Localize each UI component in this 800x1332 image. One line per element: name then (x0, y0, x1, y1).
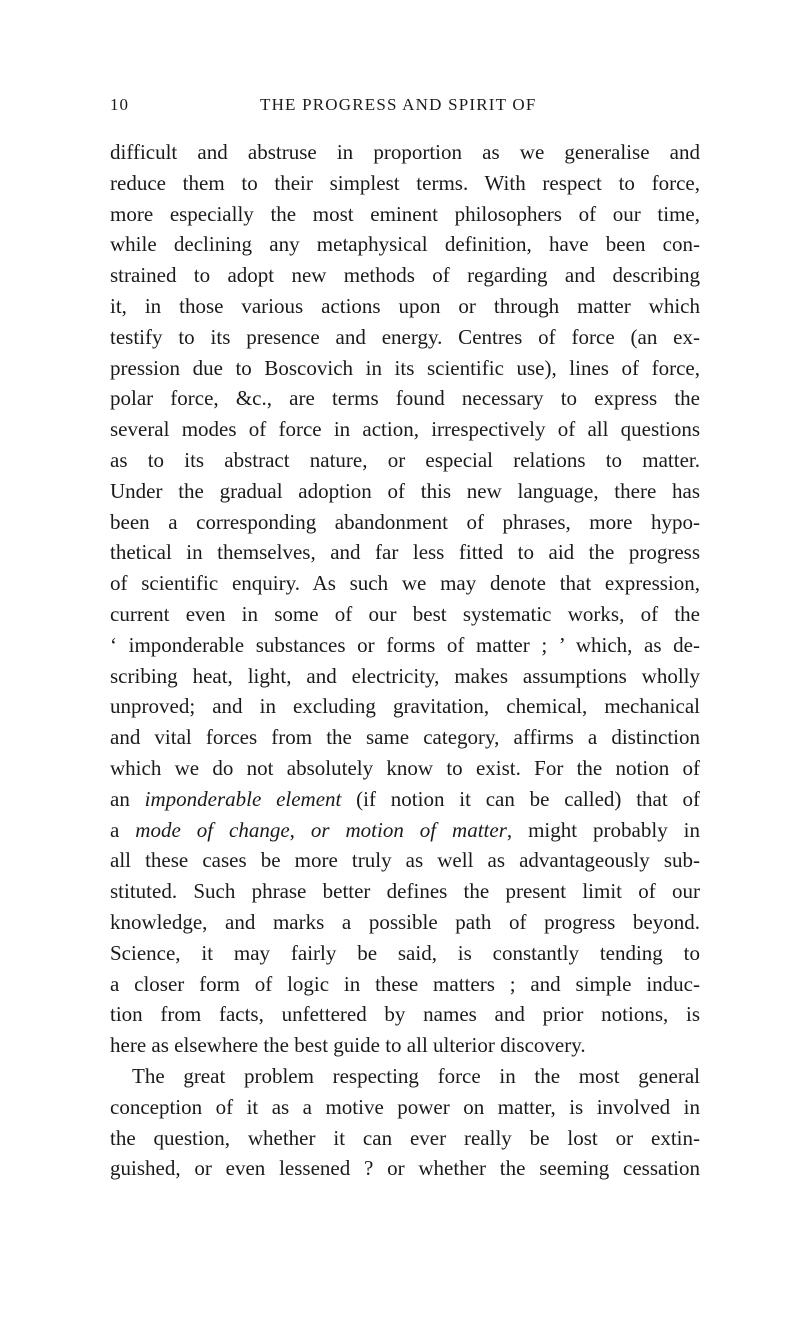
text-line: here as elsewhere the best guide to all ulterior discovery. (110, 1033, 586, 1058)
text-run: , might probably in (506, 817, 700, 842)
running-head (110, 95, 700, 119)
text-line: of scientific enquiry. As such we may denote that expression, (110, 571, 700, 596)
text-line: pression due to Boscovich in its scientific use), lines of force, (110, 355, 700, 380)
body-text (110, 137, 700, 1184)
text-run: an (110, 786, 145, 811)
text-line: The great problem respecting force in the most general (132, 1063, 700, 1088)
text-line: unproved; and in excluding gravitation, chemical, mechanical (110, 694, 700, 719)
text-line: ‘ imponderable substances or forms of matter ; ’ which, as de- (110, 632, 700, 657)
text-line: while declining any metaphysical definition, have been con- (110, 232, 700, 257)
text-line: Science, it may fairly be said, is constantly tending to (110, 940, 700, 965)
text-line: stituted. Such phrase better defines the present limit of our (110, 879, 700, 904)
text-line (110, 815, 700, 846)
text-line: the question, whether it can ever really be lost or extin- (110, 1125, 700, 1150)
text-run: a (110, 817, 136, 842)
text-line: more especially the most eminent philosophers of our time, (110, 201, 700, 226)
text-line: thetical in themselves, and far less fitted to aid the progress (110, 540, 700, 565)
text-run: (if notion it can be called) that of (341, 786, 700, 811)
text-line: reduce them to their simplest terms. With respect to force, (110, 170, 700, 195)
italic-phrase: mode of change (135, 817, 290, 842)
text-line: several modes of force in action, irrespectively of all questions (110, 417, 700, 442)
text-line: knowledge, and marks a possible path of progress beyond. (110, 909, 700, 934)
text-run: , (289, 817, 311, 842)
text-line: Under the gradual adoption of this new language, there has (110, 478, 700, 503)
text-line (110, 784, 700, 815)
text-line: all these cases be more truly as well as advantageously sub- (110, 848, 700, 873)
paragraph-2 (110, 1061, 700, 1184)
italic-phrase: or motion of matter (310, 817, 507, 842)
page-number: 10 (110, 95, 129, 114)
text-line: which we do not absolutely know to exist. For the notion of (110, 755, 700, 780)
text-line: as to its abstract nature, or especial relations to matter. (110, 447, 700, 472)
text-line: polar force, &c., are terms found necessary to express the (110, 386, 700, 411)
text-line: strained to adopt new methods of regarding and describing (110, 263, 700, 288)
text-line: conception of it as a motive power on matter, is involved in (110, 1094, 700, 1119)
paragraph-1 (110, 137, 700, 1061)
text-line: scribing heat, light, and electricity, makes assumptions wholly (110, 663, 700, 688)
text-line: difficult and abstruse in proportion as we generalise and (110, 140, 700, 164)
italic-phrase: imponderable element (144, 786, 342, 811)
text-line: tion from facts, unfettered by names and prior notions, is (110, 1002, 700, 1027)
text-line: current even in some of our best systematic works, of the (110, 601, 700, 626)
running-title: THE PROGRESS AND SPIRIT OF (260, 95, 537, 114)
text-line: been a corresponding abandonment of phrases, more hypo- (110, 509, 700, 534)
text-line: testify to its presence and energy. Centres of force (an ex- (110, 324, 700, 349)
text-line: guished, or even lessened ? or whether the seeming cessation (110, 1156, 700, 1181)
text-line: a closer form of logic in these matters ; and simple induc- (110, 971, 700, 996)
text-line: it, in those various actions upon or through matter which (110, 293, 700, 318)
text-line: and vital forces from the same category, affirms a distinction (110, 725, 700, 750)
